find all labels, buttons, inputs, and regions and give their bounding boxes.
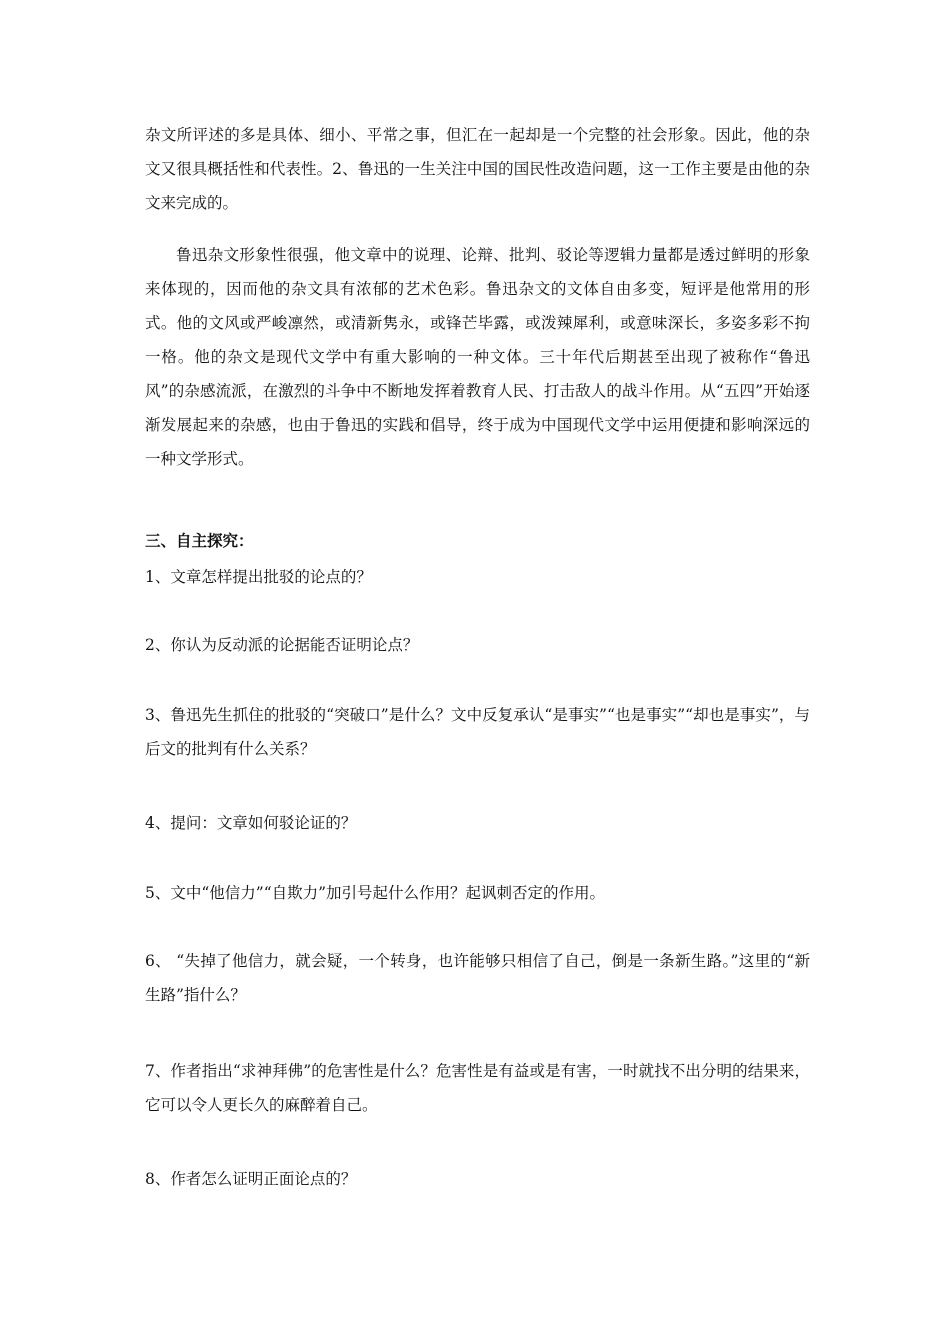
body-paragraph-2: 鲁迅杂文形象性很强，他文章中的说理、论辩、批判、驳论等逻辑力量都是透过鲜明的形象来体现的，因而他的杂文具有浓郁的艺术色彩。鲁迅杂文的文体自由多变，短评是他常用的形式。他的文风或严峻凛然，或清新隽永，或锋芒毕露，或泼辣犀利，或意味深长，多姿多彩不拘一格。他的杂文是现代文学中有重大影响的一种文体。三十年代后期甚至出现了被称作“鲁迅风”的杂感流派，在激烈的斗争中不断地发挥着教育人民、打击敌人的战斗作用。从“五四”开始逐渐发展起来的杂感，也由于鲁迅的实践和倡导，终于成为中国现代文学中运用便捷和影响深远的一种文学形式。	[145, 246, 810, 468]
question-6: 6、 “失掉了他信力，就会疑，一个转身，也许能够只相信了自己，倒是一条新生路。”这里的“新生路”指什么？	[145, 952, 810, 1004]
question-3: 3、鲁迅先生抓住的批驳的“突破口”是什么？文中反复承认“是事实”“也是事实”“却也是事实”，与后文的批判有什么关系？	[145, 706, 810, 758]
question-8: 8、作者怎么证明正面论点的？	[145, 1170, 357, 1188]
question-7: 7、作者指出“求神拜佛”的危害性是什么？危害性是有益或是有害，一时就找不出分明的结果来，它可以令人更长久的麻醉着自己。	[145, 1062, 810, 1114]
question-2: 2、你认为反动派的论据能否证明论点？	[145, 636, 419, 654]
question-1: 1、文章怎样提出批驳的论点的？	[145, 568, 372, 586]
question-5: 5、文中“他信力”“自欺力”加引号起什么作用？起讽刺否定的作用。	[145, 884, 606, 902]
body-paragraph-1: 杂文所评述的多是具体、细小、平常之事，但汇在一起却是一个完整的社会形象。因此，他的杂文又很具概括性和代表性。2、鲁迅的一生关注中国的国民性改造问题，这一工作主要是由他的杂文来完成的。	[145, 126, 810, 212]
question-4: 4、提问：文章如何驳论证的？	[145, 814, 357, 832]
section-heading: 三、自主探究：	[145, 531, 254, 550]
